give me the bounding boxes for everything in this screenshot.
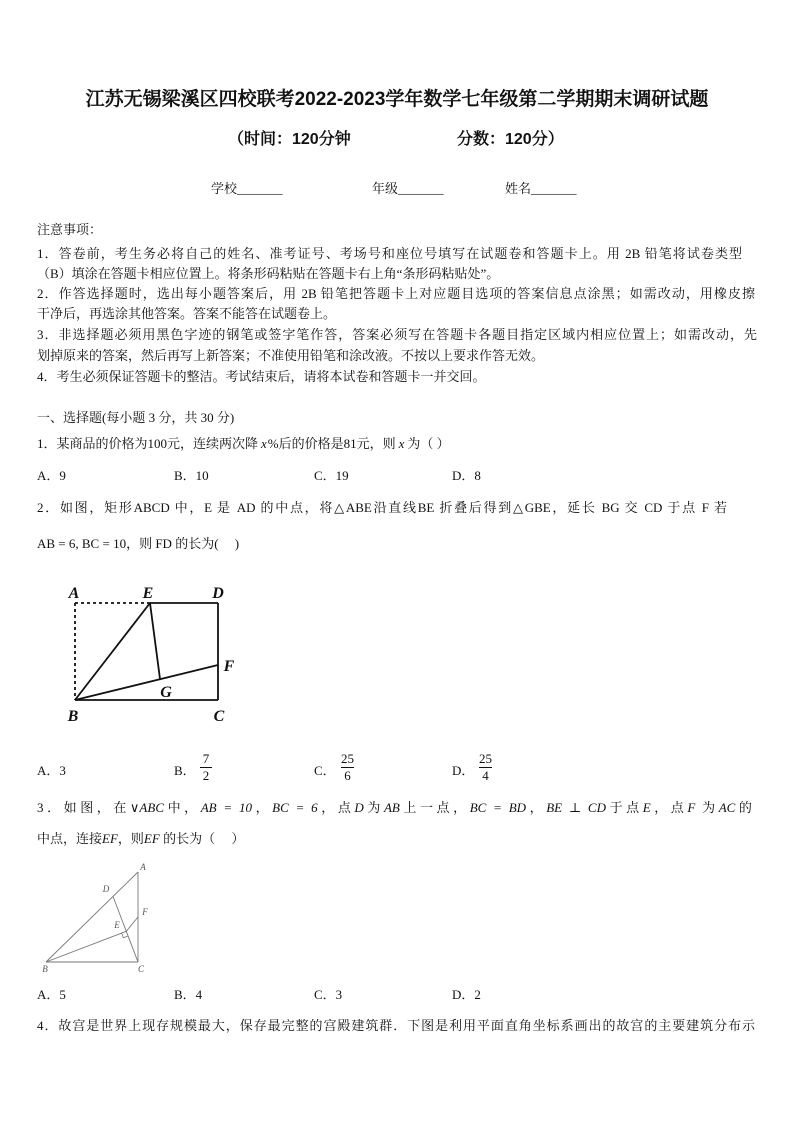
option-value: 19 bbox=[335, 468, 349, 483]
option-label: A． bbox=[37, 987, 60, 1002]
option-label: A． bbox=[37, 763, 60, 778]
label-f: F bbox=[223, 658, 235, 675]
q3-math: F bbox=[687, 800, 696, 815]
segment-ba bbox=[46, 872, 138, 962]
notice-line: 1．答卷前，考生务必将自己的姓名、准考证号、考场号和座位号填写在试题卷和答题卡上。用 2B 铅笔将试卷类型 bbox=[37, 246, 742, 261]
q1-text-part: 为（ ） bbox=[407, 436, 450, 451]
option-label: D． bbox=[452, 987, 475, 1002]
question-3-text bbox=[37, 798, 752, 818]
question-2-text-line2 bbox=[37, 534, 239, 554]
notice-heading: 注意事项： bbox=[37, 222, 103, 237]
option-label: A． bbox=[37, 468, 60, 483]
q3-option-a bbox=[37, 985, 66, 1005]
q1-option-d bbox=[452, 466, 481, 486]
question-2-text: 2．如图，矩形ABCD 中，E 是 AD 的中点，将△ABE沿直线BE 折叠后得到△GBE，延长 BG 交 CD 于点 F 若 bbox=[37, 500, 727, 515]
label-b: B bbox=[67, 708, 79, 725]
label-f: F bbox=[142, 907, 148, 917]
q2-option-d-fraction bbox=[479, 751, 492, 784]
q3-text-part: 为 bbox=[695, 800, 719, 815]
q1-option-c bbox=[314, 466, 349, 486]
q2-option-c-label: C． bbox=[314, 763, 336, 778]
label-b: B bbox=[42, 964, 48, 974]
segment-bf bbox=[75, 665, 218, 700]
q3-math: E bbox=[642, 800, 651, 815]
notice-line: 划掉原来的答案，然后再写上新答案；不准使用铅笔和涂改液。不按以上要求作答无效。 bbox=[37, 348, 545, 363]
q3-math: AC bbox=[718, 800, 736, 815]
q3-text-part: 中， bbox=[164, 800, 201, 815]
fraction-numerator: 7 bbox=[202, 751, 210, 766]
q3-text-part: ，点 bbox=[650, 800, 688, 815]
grade-field: 年级_______ bbox=[372, 181, 444, 196]
q3-math: EF bbox=[102, 831, 118, 846]
q1-option-a bbox=[37, 466, 66, 486]
notice-line: 干净后，再选涂其他答案。答案不能答在试题卷上。 bbox=[37, 306, 337, 321]
notice-line: 4．考生必须保证答题卡的整洁。考试结束后，请将本试卷和答题卡一并交回。 bbox=[37, 369, 486, 384]
q2-given-values: AB = 6, BC = 10 bbox=[37, 536, 127, 551]
segment-ef bbox=[126, 917, 138, 931]
option-label: C． bbox=[314, 468, 336, 483]
q2-option-b-label: B． bbox=[174, 763, 196, 778]
q3-math: BC = 6 bbox=[272, 800, 318, 815]
label-e: E bbox=[114, 920, 120, 930]
option-value: 3 bbox=[59, 763, 66, 778]
q2-text-part: ，则 FD 的长为( ) bbox=[126, 536, 240, 551]
option-value: 10 bbox=[195, 468, 209, 483]
exam-time: （时间：120分钟 bbox=[228, 131, 351, 148]
q3-math: AB = 10 bbox=[200, 800, 253, 815]
q3-text-part: ， bbox=[526, 800, 547, 815]
q2-option-c-fraction bbox=[341, 751, 354, 784]
option-label: B． bbox=[174, 987, 196, 1002]
q3-text-part: 上一点， bbox=[399, 800, 470, 815]
option-label: C． bbox=[314, 987, 336, 1002]
q3-math: ∨ABC bbox=[129, 800, 164, 815]
segment-eg bbox=[150, 603, 160, 679]
q1-variable-x: x bbox=[261, 436, 267, 451]
q3-text-part: ， bbox=[252, 800, 273, 815]
q3-math: EF bbox=[143, 831, 160, 846]
q2-option-d-label: D． bbox=[452, 763, 475, 778]
q3-option-b bbox=[174, 985, 202, 1005]
q1-option-b bbox=[174, 466, 209, 486]
option-value: 9 bbox=[59, 468, 66, 483]
q3-math: BC = BD bbox=[469, 800, 527, 815]
q3-text-part: 为 bbox=[363, 800, 384, 815]
label-d: D bbox=[102, 884, 110, 894]
exam-title: 江苏无锡梁溪区四校联考2022-2023学年数学七年级第二学期期末调研试题 bbox=[85, 89, 709, 110]
name-field: 姓名_______ bbox=[505, 181, 577, 196]
q3-option-d bbox=[452, 985, 481, 1005]
q3-text-part: ，点 bbox=[317, 800, 355, 815]
question-3-text-line2 bbox=[37, 829, 244, 849]
q3-option-c bbox=[314, 985, 342, 1005]
option-value: 5 bbox=[59, 987, 66, 1002]
option-label: D． bbox=[452, 468, 475, 483]
q3-text-part: ，则 bbox=[117, 831, 144, 846]
option-value: 4 bbox=[195, 987, 203, 1002]
q3-math: D bbox=[354, 800, 364, 815]
notice-line: （B）填涂在答题卡相应位置上。将条形码粘贴在答题卡右上角“条形码粘贴处”。 bbox=[37, 266, 500, 281]
notice-line: 3．非选择题必须用黑色字迹的钢笔或签字笔作答，答案必须写在答题卡各题目指定区域内相应位置上；如需改动，先 bbox=[37, 327, 757, 342]
fraction-numerator: 25 bbox=[341, 751, 354, 766]
q1-text-part: %后的价格是81元，则 bbox=[267, 436, 396, 451]
q2-rectangle-figure bbox=[60, 578, 245, 728]
fraction-denominator: 6 bbox=[344, 768, 351, 783]
label-e: E bbox=[142, 585, 154, 602]
q3-text-part: 的 bbox=[735, 800, 752, 815]
q2-option-a bbox=[37, 761, 66, 781]
option-value: 3 bbox=[335, 987, 343, 1002]
fraction-denominator: 2 bbox=[202, 768, 210, 783]
segment-be bbox=[46, 931, 126, 962]
option-value: 8 bbox=[474, 468, 481, 483]
q1-text-part: 1．某商品的价格为100元，连续两次降 bbox=[37, 436, 259, 451]
q3-text-part: 中点，连接 bbox=[37, 831, 103, 846]
question-1-text bbox=[37, 434, 450, 454]
q3-math: BE ⊥ CD bbox=[546, 800, 606, 815]
label-c: C bbox=[213, 708, 225, 725]
segment-be bbox=[75, 603, 150, 700]
label-g: G bbox=[160, 684, 172, 701]
fraction-denominator: 4 bbox=[482, 768, 489, 783]
q3-text-part: 的长为（ ） bbox=[159, 831, 245, 846]
school-field: 学校_______ bbox=[211, 181, 283, 196]
label-d: D bbox=[212, 585, 224, 602]
label-a: A bbox=[140, 862, 146, 872]
question-4-text: 4．故宫是世界上现存规模最大，保存最完整的宫殿建筑群．下图是利用平面直角坐标系画出的故宫的主要建筑分布示 bbox=[37, 1018, 755, 1033]
option-value: 2 bbox=[474, 987, 481, 1002]
label-a: A bbox=[68, 585, 80, 602]
q3-triangle-figure bbox=[36, 860, 156, 975]
section-title: 一、选择题(每小题 3 分，共 30 分) bbox=[37, 410, 235, 425]
fraction-numerator: 25 bbox=[479, 751, 492, 766]
label-c: C bbox=[137, 964, 145, 974]
q3-text-part: 于点 bbox=[606, 800, 643, 815]
q2-option-b-fraction bbox=[200, 751, 212, 784]
q3-math: AB bbox=[383, 800, 400, 815]
option-label: B． bbox=[174, 468, 196, 483]
q1-variable-x: x bbox=[398, 436, 405, 451]
exam-score: 分数：120分） bbox=[457, 131, 564, 148]
q3-text-part: 3．如图，在 bbox=[37, 800, 130, 815]
notice-line: 2．作答选择题时，选出每小题答案后，用 2B 铅笔把答题卡上对应题目选项的答案信息点涂黑；如需改动，用橡皮擦 bbox=[37, 286, 755, 301]
